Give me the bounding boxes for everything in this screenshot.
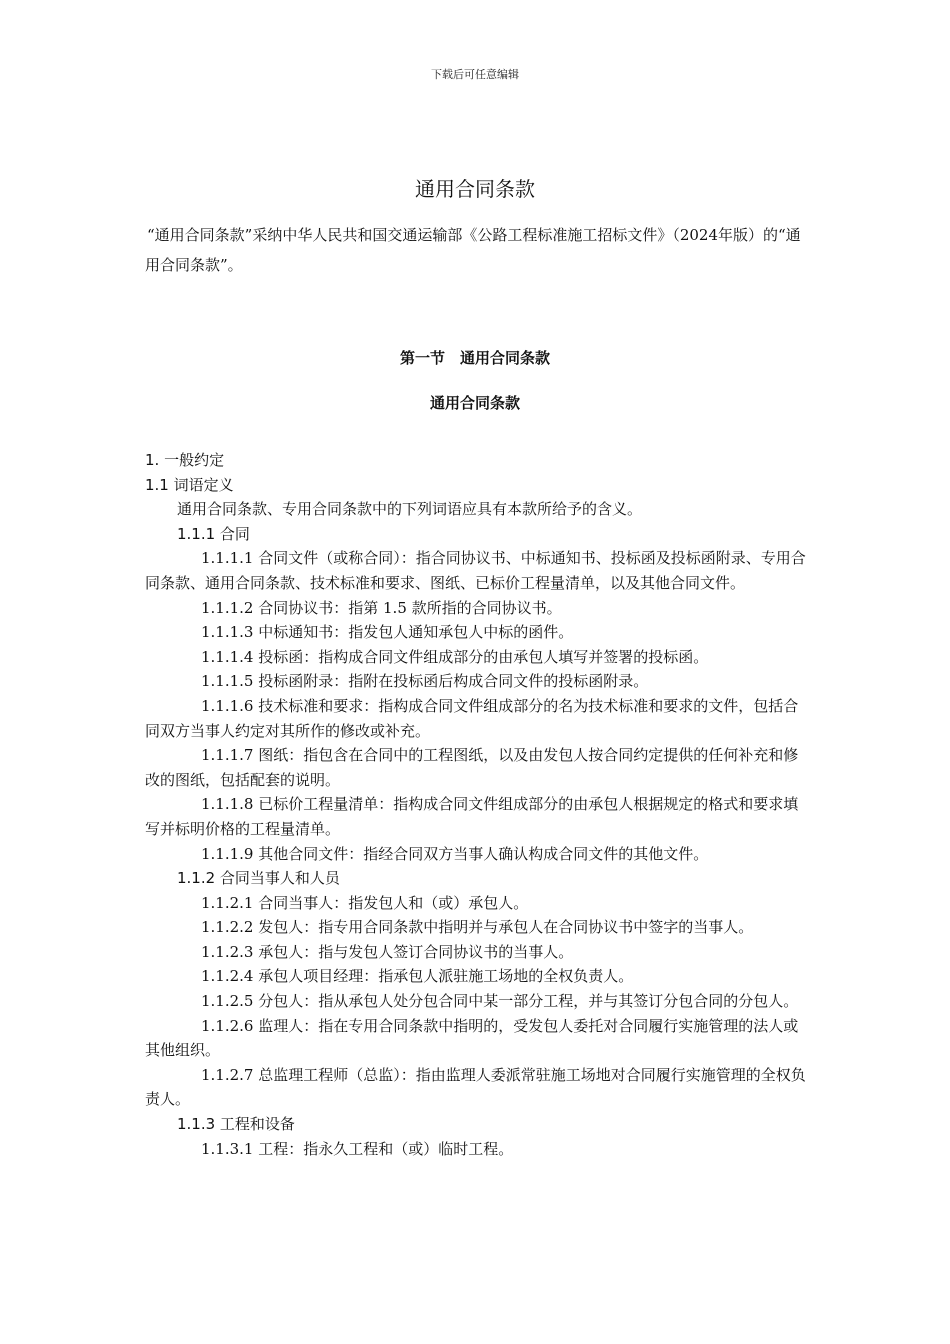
clause-1-1-1-5: 1.1.1.5 投标函附录：指附在投标函后构成合同文件的投标函附录。 bbox=[201, 672, 649, 691]
clause-1-1-2-2: 1.1.2.2 发包人：指专用合同条款中指明并与承包人在合同协议书中签字的当事人。 bbox=[201, 918, 754, 937]
clause-1-1-1-7: 1.1.1.7 图纸：指包含在合同中的工程图纸，以及由发包人按合同约定提供的任何补充和修改的图纸，包括配套的说明。 bbox=[145, 746, 799, 789]
clause-1-1-1-2: 1.1.1.2 合同协议书：指第 1.5 款所指的合同协议书。 bbox=[201, 598, 562, 617]
clause-1-1-1-1: 1.1.1.1 合同文件（或称合同）：指合同协议书、中标通知书、投标函及投标函附录、专用合同条款、通用合同条款、技术标准和要求、图纸、已标价工程量清单，以及其他合同文件。 bbox=[145, 549, 806, 592]
page-header-note: 下载后可任意编辑 bbox=[431, 68, 519, 81]
clause-1-1-2-1: 1.1.2.1 合同当事人：指发包人和（或）承包人。 bbox=[201, 893, 529, 912]
heading-1-1: 1.1 词语定义 bbox=[145, 475, 234, 494]
section-title: 第一节 通用合同条款 bbox=[399, 349, 550, 367]
clause-1-1-1-8: 1.1.1.8 已标价工程量清单：指构成合同文件组成部分的由承包人根据规定的格式和要求填写并标明价格的工程量清单。 bbox=[145, 795, 799, 838]
document-title: 通用合同条款 bbox=[415, 177, 535, 201]
definitions-intro: 通用合同条款、专用合同条款中的下列词语应具有本款所给予的含义。 bbox=[177, 500, 643, 519]
intro-paragraph: “通用合同条款”采纳中华人民共和国交通运输部《公路工程标准施工招标文件》（2024年版）的“通用合同条款”。 bbox=[145, 226, 801, 274]
clause-1-1-2-3: 1.1.2.3 承包人：指与发包人签订合同协议书的当事人。 bbox=[201, 942, 574, 961]
clause-1-1-1-4: 1.1.1.4 投标函：指构成合同文件组成部分的由承包人填写并签署的投标函。 bbox=[201, 647, 709, 666]
heading-1-1-3: 1.1.3 工程和设备 bbox=[177, 1115, 295, 1134]
clause-1-1-2-5: 1.1.2.5 分包人：指从承包人处分包合同中某一部分工程，并与其签订分包合同的分包人。 bbox=[201, 992, 799, 1011]
clause-1-1-1-9: 1.1.1.9 其他合同文件：指经合同双方当事人确认构成合同文件的其他文件。 bbox=[201, 844, 709, 863]
clause-1-1-1-3: 1.1.1.3 中标通知书：指发包人通知承包人中标的函件。 bbox=[201, 623, 574, 642]
clause-1-1-2-7: 1.1.2.7 总监理工程师（总监）：指由监理人委派常驻施工场地对合同履行实施管理的全权负责人。 bbox=[145, 1065, 806, 1109]
heading-1-1-2: 1.1.2 合同当事人和人员 bbox=[177, 869, 340, 888]
heading-1-1-1: 1.1.1 合同 bbox=[177, 524, 250, 543]
document-body bbox=[145, 448, 810, 1161]
clause-1-1-1-6: 1.1.1.6 技术标准和要求：指构成合同文件组成部分的名为技术标准和要求的文件，包括合同双方当事人约定对其所作的修改或补充。 bbox=[145, 696, 799, 740]
clause-1-1-3-1: 1.1.3.1 工程：指永久工程和（或）临时工程。 bbox=[201, 1139, 514, 1158]
section-subtitle: 通用合同条款 bbox=[429, 394, 520, 412]
heading-1: 1. 一般约定 bbox=[145, 451, 225, 469]
clause-1-1-2-4: 1.1.2.4 承包人项目经理：指承包人派驻施工场地的全权负责人。 bbox=[201, 967, 634, 986]
clause-1-1-2-6: 1.1.2.6 监理人：指在专用合同条款中指明的，受发包人委托对合同履行实施管理的法人或其他组织。 bbox=[145, 1016, 799, 1060]
